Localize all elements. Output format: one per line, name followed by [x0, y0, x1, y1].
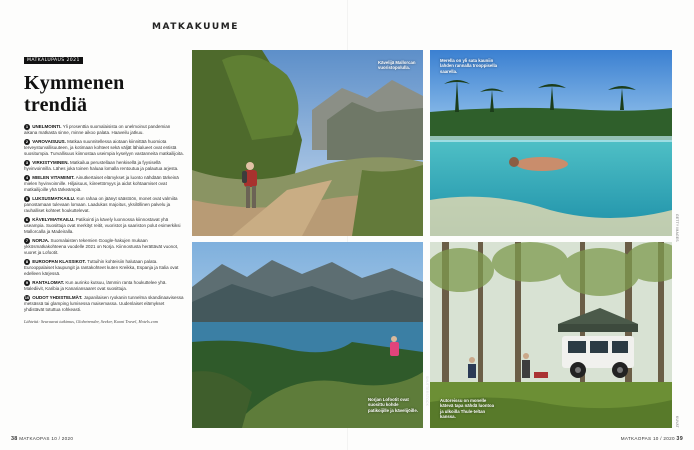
trend-number: 5 [25, 196, 29, 202]
trend-item [24, 160, 184, 172]
trend-text: Patikointi ja kävely luonnossa kiinnostavat yhä useampia. Suosittuja ovat merkityt reitit, vuoristot ja saariston polut esimerkiksi Mallorcalla ja Madeiralla. [24, 217, 181, 235]
trend-number: 9 [25, 280, 29, 286]
trend-number: 7 [25, 238, 29, 244]
photo-caption-3: Norjan Lofootit ovat suosittu kohde patikoijille ja kävelijöille. [368, 397, 418, 413]
article-title: Kymmenen trendiä [24, 72, 125, 116]
trend-number: 6 [25, 217, 29, 223]
right-page-number: 39 [676, 436, 683, 442]
trend-item [24, 139, 184, 157]
trend-item [24, 217, 184, 235]
photo-caption-2: Merella on yli sata kauniin lahden rannalla trooppisella saarella. [440, 58, 498, 74]
trend-text: Suomalaisten tekemien Google-hakujen mukaan ykkösmatkakohteena vuodelle 2021 on Norja. Kiinnostusta herättävät vuonot, vuoret ja Lofootit. [24, 238, 179, 256]
right-page-footer [621, 436, 683, 442]
trend-text: Kun aurinko kutsuu, lämmin ranta houkuttelee yhä. Malediivit, Karibia ja Kanariansaaret ovat suosittuja. [24, 280, 167, 292]
trend-heading: UNELMOINTI. [32, 124, 62, 129]
trend-heading: RANTALOMAT. [32, 280, 65, 286]
trend-text: Japanilaisen ryokanin tunnelma skandinaavisessa metsässä tai glamping lumisessa maisemassa. Uudenlaiset elämykset yhdistävät totuttua rohkeasti. [24, 295, 184, 313]
photo-caption-1: Kävelijä Mallorcan vuoristopolulla. [378, 60, 416, 71]
right-publication-label: MATKAOPAS 10 / 2020 [620, 436, 675, 441]
trend-text: Tuttuihin kohteisiin halutaan palata. Eurooppalaiset kaupungit ja rantakohteet kuten Kreikka, Espanja ja Italia ovat edelleen kärjessä. [24, 259, 179, 277]
trend-heading: LUKSUSMATKAILU. [32, 196, 76, 202]
trend-heading: VIRKISTYMINEN. [32, 160, 69, 166]
trend-item [24, 295, 184, 313]
photo-credit-middle: SHUTTERSTOCK [425, 376, 429, 407]
trend-item [24, 280, 184, 292]
photo-credit-bottom: KUVAT [675, 416, 679, 428]
sources-credit: Lähteitä: Seuraavat tutkimus, Globetrender, Seeker, Kuoni Travel, Hotels.com [24, 319, 158, 325]
trend-number: 10 [24, 295, 30, 301]
trend-item [24, 196, 184, 214]
trend-text: Matkailua perustellaan henkisellä ja fyysisellä hyvinvoinnilla. Lähes joka toinen haluaa lomalla rentoutua ja palautua arjesta. [24, 160, 179, 172]
article-kicker: MATKALUPAUS 2021 [24, 57, 83, 64]
trend-number: 3 [25, 160, 29, 166]
trend-number: 8 [25, 259, 29, 265]
trend-number: 1 [25, 124, 29, 129]
trend-item [24, 259, 184, 277]
left-publication-label: MATKAOPAS 10 / 2020 [19, 436, 74, 441]
trend-text: Kun rahaa on jäänyt säästöön, monet ovat valmiita panostamaan tulevaan lomaan. Laadukas majoitus, yksilöllinen palvelu ja rauhalliset kohteet houkuttelevat. [24, 196, 178, 214]
trend-heading: EUROOPAN KLASSIKOT. [32, 259, 86, 265]
trend-heading: VAROVAISUUS. [32, 139, 66, 145]
section-header: MATKAKUUME [152, 22, 239, 32]
trend-heading: NORJA. [32, 238, 50, 244]
trend-heading: KÄVELYMATKAILU. [32, 217, 75, 223]
trend-heading: OUDOT YHDISTELMÄT. [32, 295, 83, 301]
photo-caption-4: Autoreissu on monelle kätevä tapa nähdä luontoa ja ulkoilla Thule-teltan kanssa. [440, 398, 494, 420]
trend-text: Matkaa suunnitellessa aiotaan kiinnittää huomiota terveysturvallisuuteen, ja kotimaan kohteet sekä väljät lähialueet ovat entistä suositumpia. Turvallisuus kiinnostaa useimpia kyselyyn vastanneita matkailijoita. [24, 139, 184, 156]
trend-heading: MIELEN VITAMIINIT. [32, 175, 75, 181]
photo-hiker-mallorca [192, 50, 423, 236]
beach-illustration [430, 50, 672, 236]
left-page-footer [11, 436, 73, 442]
trend-item [24, 124, 184, 136]
trend-text: Yli prosenttia suomalaisista on unelmoinut pandemian aikana matkasta sinne, minne aikoo palata. Haaveilu jatkuu. [24, 124, 171, 135]
hiker-illustration [192, 50, 423, 236]
article-column [24, 48, 184, 436]
photo-tropical-beach [430, 50, 672, 236]
trend-item [24, 238, 184, 256]
left-page-number: 38 [11, 436, 18, 442]
trend-item [24, 175, 184, 193]
photo-credit-right: GETTY IMAGES [675, 214, 679, 242]
trend-number: 4 [25, 175, 29, 181]
trend-text: Ainutkertaiset elämykset ja luonto nähdään tärkeinä mielen hyvinvoinnille. Hiljaisuus, kiireettömyys ja aidot kohtaamiset ovat matkailijoille yhä tärkeämpiä. [24, 175, 179, 193]
trend-number: 2 [25, 139, 29, 145]
